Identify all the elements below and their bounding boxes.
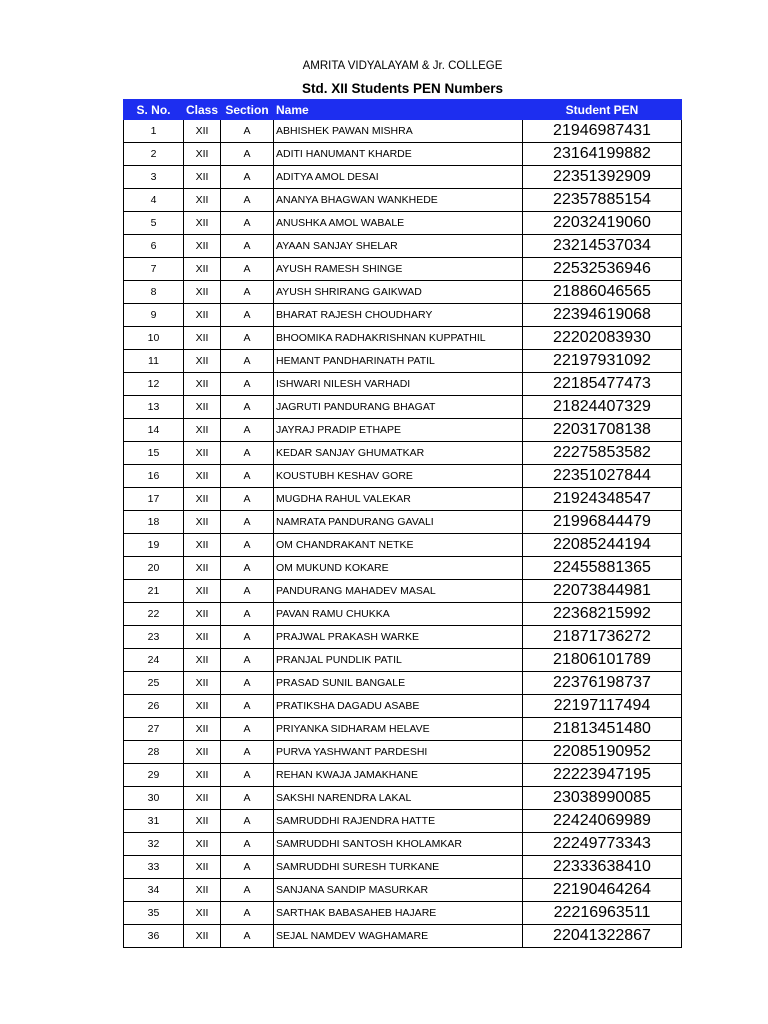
cell-class: XII [184, 212, 221, 235]
cell-section: A [221, 304, 274, 327]
cell-student-pen: 22532536946 [523, 258, 682, 281]
cell-sno: 12 [124, 373, 184, 396]
cell-sno: 26 [124, 695, 184, 718]
cell-section: A [221, 787, 274, 810]
cell-class: XII [184, 557, 221, 580]
cell-class: XII [184, 511, 221, 534]
cell-class: XII [184, 235, 221, 258]
cell-student-pen: 22368215992 [523, 603, 682, 626]
table-row [124, 189, 682, 212]
cell-sno: 35 [124, 902, 184, 925]
cell-student-pen: 23214537034 [523, 235, 682, 258]
table-header [124, 100, 682, 120]
cell-section: A [221, 810, 274, 833]
cell-section: A [221, 166, 274, 189]
cell-student-pen: 22197931092 [523, 350, 682, 373]
cell-student-pen: 22455881365 [523, 557, 682, 580]
cell-class: XII [184, 649, 221, 672]
cell-section: A [221, 718, 274, 741]
cell-name: KEDAR SANJAY GHUMATKAR [274, 442, 523, 465]
cell-class: XII [184, 695, 221, 718]
cell-section: A [221, 235, 274, 258]
cell-name: KOUSTUBH KESHAV GORE [274, 465, 523, 488]
cell-section: A [221, 902, 274, 925]
cell-sno: 18 [124, 511, 184, 534]
cell-student-pen: 22085244194 [523, 534, 682, 557]
cell-class: XII [184, 442, 221, 465]
cell-class: XII [184, 672, 221, 695]
column-header-section: Section [221, 100, 274, 120]
cell-student-pen: 22424069989 [523, 810, 682, 833]
table-row [124, 350, 682, 373]
cell-student-pen: 21813451480 [523, 718, 682, 741]
cell-student-pen: 22041322867 [523, 925, 682, 948]
cell-name: JAYRAJ PRADIP ETHAPE [274, 419, 523, 442]
students-pen-table [123, 99, 682, 948]
cell-sno: 36 [124, 925, 184, 948]
cell-section: A [221, 764, 274, 787]
cell-sno: 29 [124, 764, 184, 787]
cell-section: A [221, 557, 274, 580]
table-row [124, 810, 682, 833]
column-header-student-pen: Student PEN [523, 100, 682, 120]
cell-class: XII [184, 281, 221, 304]
cell-student-pen: 23164199882 [523, 143, 682, 166]
cell-class: XII [184, 396, 221, 419]
cell-section: A [221, 672, 274, 695]
cell-class: XII [184, 327, 221, 350]
cell-name: BHARAT RAJESH CHOUDHARY [274, 304, 523, 327]
cell-section: A [221, 695, 274, 718]
cell-sno: 34 [124, 879, 184, 902]
cell-name: MUGDHA RAHUL VALEKAR [274, 488, 523, 511]
cell-name: AYAAN SANJAY SHELAR [274, 235, 523, 258]
cell-class: XII [184, 603, 221, 626]
cell-name: SAMRUDDHI SURESH TURKANE [274, 856, 523, 879]
cell-sno: 31 [124, 810, 184, 833]
cell-sno: 16 [124, 465, 184, 488]
cell-section: A [221, 465, 274, 488]
cell-sno: 14 [124, 419, 184, 442]
cell-class: XII [184, 143, 221, 166]
table-row [124, 649, 682, 672]
cell-student-pen: 22223947195 [523, 764, 682, 787]
cell-sno: 22 [124, 603, 184, 626]
cell-class: XII [184, 534, 221, 557]
table-row [124, 902, 682, 925]
cell-sno: 9 [124, 304, 184, 327]
cell-name: PURVA YASHWANT PARDESHI [274, 741, 523, 764]
cell-class: XII [184, 810, 221, 833]
cell-student-pen: 22394619068 [523, 304, 682, 327]
cell-student-pen: 21924348547 [523, 488, 682, 511]
table-row [124, 672, 682, 695]
cell-class: XII [184, 419, 221, 442]
cell-name: OM CHANDRAKANT NETKE [274, 534, 523, 557]
cell-sno: 21 [124, 580, 184, 603]
cell-section: A [221, 626, 274, 649]
cell-student-pen: 22202083930 [523, 327, 682, 350]
table-row [124, 419, 682, 442]
cell-student-pen: 21946987431 [523, 120, 682, 143]
table-row [124, 626, 682, 649]
table-row [124, 281, 682, 304]
table-row [124, 396, 682, 419]
table-row [124, 603, 682, 626]
cell-student-pen: 22351027844 [523, 465, 682, 488]
cell-sno: 1 [124, 120, 184, 143]
cell-student-pen: 22351392909 [523, 166, 682, 189]
cell-sno: 24 [124, 649, 184, 672]
cell-student-pen: 22357885154 [523, 189, 682, 212]
cell-sno: 4 [124, 189, 184, 212]
cell-sno: 33 [124, 856, 184, 879]
cell-sno: 20 [124, 557, 184, 580]
cell-class: XII [184, 741, 221, 764]
cell-section: A [221, 350, 274, 373]
table-row [124, 557, 682, 580]
cell-sno: 7 [124, 258, 184, 281]
table-row [124, 166, 682, 189]
cell-section: A [221, 258, 274, 281]
cell-student-pen: 22190464264 [523, 879, 682, 902]
cell-class: XII [184, 350, 221, 373]
column-header-sno: S. No. [124, 100, 184, 120]
cell-sno: 10 [124, 327, 184, 350]
cell-name: PRATIKSHA DAGADU ASABE [274, 695, 523, 718]
cell-sno: 11 [124, 350, 184, 373]
cell-class: XII [184, 465, 221, 488]
cell-sno: 5 [124, 212, 184, 235]
cell-class: XII [184, 718, 221, 741]
cell-class: XII [184, 189, 221, 212]
table-row [124, 327, 682, 350]
cell-sno: 2 [124, 143, 184, 166]
cell-section: A [221, 212, 274, 235]
cell-sno: 30 [124, 787, 184, 810]
cell-class: XII [184, 373, 221, 396]
cell-student-pen: 22275853582 [523, 442, 682, 465]
table-row [124, 741, 682, 764]
table-row [124, 212, 682, 235]
table-row [124, 856, 682, 879]
table-row [124, 511, 682, 534]
cell-section: A [221, 879, 274, 902]
cell-student-pen: 22249773343 [523, 833, 682, 856]
header-row [124, 100, 682, 120]
cell-student-pen: 22085190952 [523, 741, 682, 764]
table-row [124, 787, 682, 810]
cell-name: JAGRUTI PANDURANG BHAGAT [274, 396, 523, 419]
table-row [124, 373, 682, 396]
cell-name: SAMRUDDHI RAJENDRA HATTE [274, 810, 523, 833]
cell-class: XII [184, 580, 221, 603]
cell-sno: 32 [124, 833, 184, 856]
cell-class: XII [184, 304, 221, 327]
cell-section: A [221, 649, 274, 672]
cell-section: A [221, 925, 274, 948]
cell-name: OM MUKUND KOKARE [274, 557, 523, 580]
cell-section: A [221, 856, 274, 879]
cell-sno: 3 [124, 166, 184, 189]
cell-student-pen: 22073844981 [523, 580, 682, 603]
table-row [124, 879, 682, 902]
cell-name: AYUSH SHRIRANG GAIKWAD [274, 281, 523, 304]
cell-class: XII [184, 626, 221, 649]
cell-name: ISHWARI NILESH VARHADI [274, 373, 523, 396]
cell-name: ADITYA AMOL DESAI [274, 166, 523, 189]
cell-student-pen: 22032419060 [523, 212, 682, 235]
cell-class: XII [184, 879, 221, 902]
cell-student-pen: 21824407329 [523, 396, 682, 419]
cell-name: SANJANA SANDIP MASURKAR [274, 879, 523, 902]
cell-name: PRAJWAL PRAKASH WARKE [274, 626, 523, 649]
table-row [124, 120, 682, 143]
cell-class: XII [184, 902, 221, 925]
cell-name: ANUSHKA AMOL WABALE [274, 212, 523, 235]
cell-name: SAMRUDDHI SANTOSH KHOLAMKAR [274, 833, 523, 856]
cell-sno: 17 [124, 488, 184, 511]
table-row [124, 488, 682, 511]
cell-student-pen: 22197117494 [523, 695, 682, 718]
cell-name: SEJAL NAMDEV WAGHAMARE [274, 925, 523, 948]
cell-class: XII [184, 258, 221, 281]
cell-name: PRANJAL PUNDLIK PATIL [274, 649, 523, 672]
cell-sno: 8 [124, 281, 184, 304]
cell-student-pen: 22376198737 [523, 672, 682, 695]
cell-student-pen: 21886046565 [523, 281, 682, 304]
cell-class: XII [184, 120, 221, 143]
cell-class: XII [184, 787, 221, 810]
cell-class: XII [184, 833, 221, 856]
cell-section: A [221, 396, 274, 419]
cell-class: XII [184, 856, 221, 879]
cell-section: A [221, 442, 274, 465]
table-body [124, 120, 682, 948]
cell-section: A [221, 373, 274, 396]
table-row [124, 764, 682, 787]
table-row [124, 695, 682, 718]
cell-name: BHOOMIKA RADHAKRISHNAN KUPPATHIL [274, 327, 523, 350]
cell-student-pen: 22333638410 [523, 856, 682, 879]
cell-section: A [221, 488, 274, 511]
cell-name: SARTHAK BABASAHEB HAJARE [274, 902, 523, 925]
cell-student-pen: 22031708138 [523, 419, 682, 442]
cell-name: HEMANT PANDHARINATH PATIL [274, 350, 523, 373]
cell-name: SAKSHI NARENDRA LAKAL [274, 787, 523, 810]
cell-student-pen: 21871736272 [523, 626, 682, 649]
table-row [124, 925, 682, 948]
table-row [124, 442, 682, 465]
cell-name: PANDURANG MAHADEV MASAL [274, 580, 523, 603]
cell-name: PRASAD SUNIL BANGALE [274, 672, 523, 695]
cell-class: XII [184, 166, 221, 189]
cell-section: A [221, 534, 274, 557]
table-row [124, 465, 682, 488]
cell-sno: 6 [124, 235, 184, 258]
cell-sno: 28 [124, 741, 184, 764]
school-name: AMRITA VIDYALAYAM & Jr. COLLEGE [302, 60, 503, 72]
cell-class: XII [184, 764, 221, 787]
cell-section: A [221, 189, 274, 212]
cell-section: A [221, 143, 274, 166]
cell-section: A [221, 419, 274, 442]
cell-section: A [221, 741, 274, 764]
cell-name: PRIYANKA SIDHARAM HELAVE [274, 718, 523, 741]
cell-section: A [221, 327, 274, 350]
document-title: Std. XII Students PEN Numbers [301, 81, 504, 96]
table-row [124, 258, 682, 281]
cell-student-pen: 21996844479 [523, 511, 682, 534]
cell-section: A [221, 603, 274, 626]
table-row [124, 143, 682, 166]
cell-name: NAMRATA PANDURANG GAVALI [274, 511, 523, 534]
cell-sno: 23 [124, 626, 184, 649]
cell-name: AYUSH RAMESH SHINGE [274, 258, 523, 281]
table-row [124, 534, 682, 557]
cell-name: REHAN KWAJA JAMAKHANE [274, 764, 523, 787]
cell-sno: 19 [124, 534, 184, 557]
table-row [124, 235, 682, 258]
cell-sno: 25 [124, 672, 184, 695]
cell-section: A [221, 833, 274, 856]
cell-name: ANANYA BHAGWAN WANKHEDE [274, 189, 523, 212]
cell-student-pen: 22185477473 [523, 373, 682, 396]
cell-name: ABHISHEK PAWAN MISHRA [274, 120, 523, 143]
cell-student-pen: 21806101789 [523, 649, 682, 672]
cell-class: XII [184, 488, 221, 511]
cell-class: XII [184, 925, 221, 948]
cell-section: A [221, 281, 274, 304]
cell-section: A [221, 511, 274, 534]
cell-student-pen: 22216963511 [523, 902, 682, 925]
cell-sno: 27 [124, 718, 184, 741]
table-row [124, 304, 682, 327]
cell-section: A [221, 120, 274, 143]
cell-student-pen: 23038990085 [523, 787, 682, 810]
cell-name: ADITI HANUMANT KHARDE [274, 143, 523, 166]
column-header-class: Class [184, 100, 221, 120]
cell-sno: 13 [124, 396, 184, 419]
cell-sno: 15 [124, 442, 184, 465]
table-row [124, 580, 682, 603]
column-header-name: Name [274, 100, 523, 120]
cell-name: PAVAN RAMU CHUKKA [274, 603, 523, 626]
cell-section: A [221, 580, 274, 603]
table-row [124, 718, 682, 741]
table-row [124, 833, 682, 856]
